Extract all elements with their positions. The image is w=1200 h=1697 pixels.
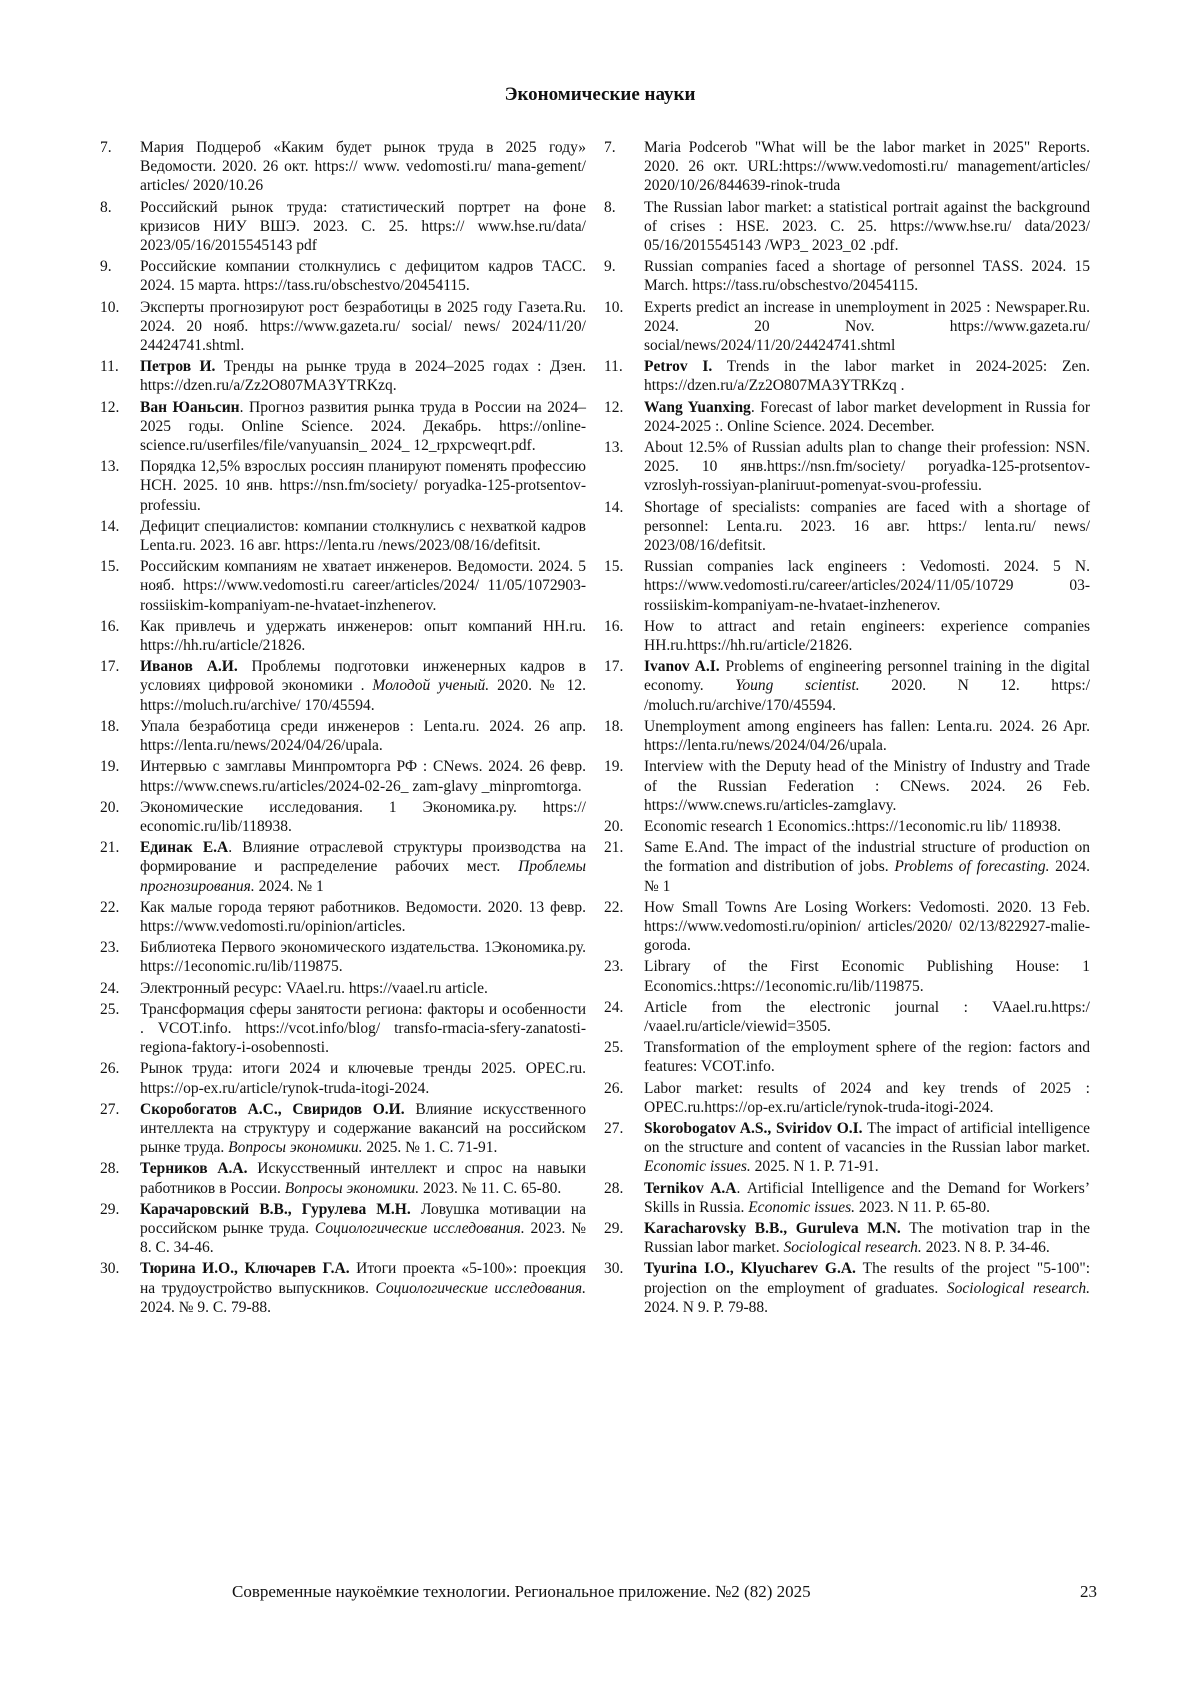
reference-journal: Economic issues. <box>644 1158 751 1176</box>
reference-body: The results of the project "5-100": projection on the employment of graduates. <box>644 1260 1090 1297</box>
reference-body: Упала безработица среди инженеров : Lenta.ru. 2024. 26 апр. https://lenta.ru/news/2024/04/26/upala. <box>140 717 586 755</box>
reference-item <box>100 938 586 976</box>
reference-text <box>644 838 1090 896</box>
reference-number: 15. <box>100 558 120 576</box>
reference-item <box>100 1100 586 1158</box>
reference-body: Влияние искусственного интеллекта на структуру и содержание вакансий на российском рынке труда. <box>140 1100 587 1157</box>
reference-body: Russian companies lack engineers : Vedomosti. 2024. 5 N. https://www.vedomosti.ru/career/articles/2024/11/05/10729 03-rossiiskim-kompaniyam-ne-hvataet-inzhenerov. <box>644 558 1090 614</box>
reference-item <box>100 398 586 456</box>
reference-item <box>100 1159 586 1197</box>
reference-item <box>604 398 1090 436</box>
reference-text <box>644 898 1090 956</box>
reference-body: Российские компании столкнулись с дефицитом кадров ТАСС. 2024. 15 марта. https://tass.ru/obschestvo/20454115. <box>140 258 586 295</box>
reference-number: 14. <box>100 517 120 535</box>
reference-number: 26. <box>100 1060 120 1078</box>
reference-author: Wang Yuanxing <box>644 398 751 416</box>
reference-item <box>604 198 1090 256</box>
reference-body: Labor market: results of 2024 and key trends of 2025 : OPEC.ru.https://op-ex.ru/article/rynok-truda-itogi-2024. <box>644 1079 1090 1116</box>
reference-item <box>100 357 586 395</box>
reference-number: 29. <box>604 1219 624 1237</box>
reference-details: 2024. № 1 <box>644 858 1091 895</box>
reference-body: Интервью с замглавы Минпромторга РФ : CNews. 2024. 26 февр. https://www.cnews.ru/articles/2024-02-26_ zam-glavy _minpromtorga. <box>140 758 586 795</box>
reference-text <box>140 138 586 196</box>
reference-author: Карачаровский В.В., Гурулева М.Н. <box>140 1200 411 1218</box>
reference-text <box>140 617 586 655</box>
reference-item <box>604 1119 1090 1177</box>
reference-body: The impact of artificial intelligence on the structure and content of vacancies in the Russian labor market. <box>644 1119 1091 1157</box>
reference-text <box>140 798 586 836</box>
references-russian <box>100 138 586 1319</box>
reference-number: 10. <box>100 298 120 316</box>
reference-body: Тренды на рынке труда в 2024–2025 годах : Дзен. https://dzen.ru/a/Zz2O807MA3YTRKzq. <box>140 358 587 395</box>
reference-journal: Problems of forecasting. <box>894 858 1050 876</box>
reference-text <box>644 357 1090 395</box>
reference-author: Skorobogatov A.S., Sviridov O.I. <box>644 1119 863 1137</box>
reference-text <box>644 1038 1090 1076</box>
reference-body: About 12.5% of Russian adults plan to change their profession: NSN. 2025. 10 янв.https://nsn.fm/society/ poryadka-125-protsentov-vzroslyh-rossiyan-planiruut-pomenyat-svou-professiu. <box>644 439 1090 495</box>
reference-details: 2024. № 9. С. 79-88. <box>140 1298 272 1316</box>
reference-author: Терников А.А. <box>140 1160 248 1178</box>
reference-details: 2023. N 11. P. 65-80. <box>854 1198 991 1216</box>
reference-number: 13. <box>100 458 120 476</box>
reference-text <box>140 357 586 395</box>
reference-item <box>604 557 1090 615</box>
reference-text <box>140 1000 586 1058</box>
reference-body: . Artificial Intelligence and the Demand for Workers’ Skills in Russia. <box>644 1179 1090 1216</box>
reference-text <box>140 257 586 295</box>
reference-journal: Социологические исследования. <box>314 1219 525 1237</box>
reference-number: 7. <box>604 139 616 156</box>
reference-number: 21. <box>604 839 624 857</box>
reference-item <box>100 657 586 715</box>
reference-item <box>604 898 1090 956</box>
reference-number: 19. <box>100 758 120 776</box>
reference-number: 12. <box>100 398 120 416</box>
journal-footer: Современные наукоёмкие технологии. Региональное приложение. №2 (82) 2025 <box>232 1582 811 1601</box>
reference-number: 30. <box>604 1260 624 1278</box>
reference-body: Рынок труда: итоги 2024 и ключевые тренды 2025. OPEC.ru. https://op-ex.ru/article/rynok-truda-itogi-2024. <box>140 1060 586 1097</box>
reference-item <box>604 617 1090 655</box>
reference-text <box>140 979 586 998</box>
reference-text <box>140 1100 586 1158</box>
reference-journal: Вопросы экономики. <box>284 1179 420 1197</box>
reference-journal: Sociological research. <box>783 1239 922 1257</box>
reference-text <box>644 498 1090 556</box>
reference-journal: Economic issues. <box>748 1198 855 1216</box>
reference-body: Trends in the labor market in 2024-2025: Zen. https://dzen.ru/a/Zz2O807MA3YTRKzq . <box>644 358 1090 395</box>
reference-author: Ван Юаньсин <box>140 398 240 416</box>
reference-number: 20. <box>100 798 120 816</box>
reference-author: Тюрина И.О., Ключарев Г.А. <box>140 1260 350 1278</box>
reference-body: Experts predict an increase in unemployment in 2025 : Newspaper.Ru. 2024. 20 Nov. https://www.gazeta.ru/ social/news/2024/11/20/24424741.shtml <box>644 298 1090 355</box>
reference-journal: Проблемы прогнозирования. <box>140 858 586 895</box>
reference-item <box>100 257 586 295</box>
reference-number: 17. <box>100 658 120 676</box>
reference-journal: Sociological research. <box>946 1279 1090 1297</box>
reference-text <box>140 938 586 976</box>
reference-body: The motivation trap in the Russian labor market. <box>644 1219 1090 1257</box>
reference-text <box>140 898 586 936</box>
reference-author: Karacharovsky B.B., Guruleva M.N. <box>644 1219 901 1237</box>
reference-details: 2020. N 12. https:/ /moluch.ru/archive/170/45594. <box>644 677 1091 714</box>
reference-item <box>604 498 1090 556</box>
reference-number: 8. <box>604 198 616 216</box>
reference-details: 2025. № 1. С. 71-91. <box>362 1139 498 1157</box>
reference-number: 15. <box>604 558 624 576</box>
reference-body: Maria Podcerob "What will be the labor market in 2025" Reports. 2020. 26 окт. URL:https://www.vedomosti.ru/ management/articles/ 2020/10/26/844639-rinok-truda <box>644 139 1090 195</box>
reference-item <box>604 838 1090 896</box>
reference-text <box>140 198 586 256</box>
reference-body: Same E.And. The impact of the industrial structure of production on the formation and distribution of jobs. <box>644 839 1090 876</box>
reference-item <box>100 717 586 755</box>
reference-author: Tyurina I.O., Klyucharev G.A. <box>644 1260 856 1278</box>
reference-item <box>100 798 586 836</box>
reference-number: 30. <box>100 1260 120 1278</box>
reference-text <box>140 1059 586 1097</box>
reference-body: Эксперты прогнозируют рост безработицы в 2025 году Газета.Ru. 2024. 20 нояб. https://www.gazeta.ru/ social/ news/ 2024/11/20/ 24424741.shtml. <box>140 298 586 355</box>
reference-author: Ivanov A.I. <box>644 658 720 676</box>
reference-item <box>100 617 586 655</box>
reference-text <box>644 1259 1090 1317</box>
reference-body: Российским компаниям не хватает инженеров. Ведомости. 2024. 5 нояб. https://www.vedomosti.ru career/articles/2024/ 11/05/1072903-rossiiskim-kompaniyam-ne-hvataet-inzhenerov. <box>140 558 586 614</box>
reference-journal: Вопросы экономики. <box>228 1139 363 1157</box>
reference-body: Transformation of the employment sphere of the region: factors and features: VCOT.info. <box>644 1039 1090 1076</box>
reference-body: How to attract and retain engineers: experience companies HH.ru.https://hh.ru/article/21826. <box>644 617 1090 655</box>
reference-item <box>604 1179 1090 1217</box>
reference-text <box>644 198 1090 256</box>
section-title: Экономические науки <box>504 84 696 105</box>
reference-text <box>140 557 586 615</box>
reference-body: Library of the First Economic Publishing House: 1 Economics.:https://1economic.ru/lib/119875. <box>644 958 1090 995</box>
reference-number: 17. <box>604 658 624 676</box>
reference-details: 2023. N 8. P. 34-46. <box>921 1239 1050 1257</box>
reference-item <box>100 838 586 896</box>
reference-details: 2020. № 12. https://moluch.ru/archive/ 170/45594. <box>140 677 586 714</box>
reference-text <box>644 1179 1090 1217</box>
reference-details: 2024. № 1 <box>254 877 324 895</box>
reference-text <box>140 1200 586 1258</box>
reference-number: 27. <box>100 1100 120 1118</box>
reference-text <box>140 838 586 896</box>
reference-text <box>644 617 1090 655</box>
reference-number: 22. <box>604 898 624 916</box>
reference-number: 26. <box>604 1079 624 1097</box>
reference-item <box>604 1259 1090 1317</box>
reference-item <box>100 1000 586 1058</box>
reference-body: Article from the electronic journal : VAael.ru.https:/ /vaael.ru/article/viewid=3505. <box>644 998 1090 1035</box>
reference-author: Петров И. <box>140 358 216 376</box>
reference-body: The Russian labor market: a statistical portrait against the background of crises : HSE. 2023. С. 25. https://www.hse.ru/ data/2023/ 05/16/2015545143 /WP3_ 2023_02 .pdf. <box>644 198 1090 255</box>
reference-journal: Социологические исследования. <box>375 1279 586 1297</box>
reference-body: Искусственный интеллект и спрос на навыки работников в России. <box>140 1160 586 1197</box>
reference-item <box>100 457 586 515</box>
reference-details: 2025. N 1. P. 71-91. <box>750 1158 879 1176</box>
reference-number: 25. <box>100 1000 120 1018</box>
reference-number: 9. <box>100 258 112 276</box>
reference-text <box>140 657 586 715</box>
reference-number: 16. <box>100 617 120 635</box>
reference-body: Ловушка мотивации на российском рынке труда. <box>140 1200 586 1237</box>
reference-text <box>140 517 586 555</box>
reference-number: 28. <box>100 1160 120 1178</box>
reference-item <box>100 1259 586 1317</box>
reference-item <box>604 817 1090 836</box>
reference-number: 24. <box>100 979 120 997</box>
reference-item <box>604 357 1090 395</box>
reference-number: 10. <box>604 298 624 316</box>
reference-journal: Young scientist. <box>735 677 860 695</box>
reference-body: . Forecast of labor market development in Russia for 2024-2025 :. Online Science. 2024. December. <box>644 398 1090 435</box>
reference-number: 12. <box>604 398 624 416</box>
reference-text <box>644 257 1090 295</box>
reference-body: Дефицит специалистов: компании столкнулись с нехваткой кадров Lenta.ru. 2023. 16 авг. https://lenta.ru /news/2023/08/16/defitsit. <box>140 517 586 555</box>
reference-body: Российский рынок труда: статистический портрет на фоне кризисов НИУ ВШЭ. 2023. С. 25. https:// www.hse.ru/data/ 2023/05/16/2015545143 pdf <box>140 198 586 255</box>
reference-number: 29. <box>100 1200 120 1218</box>
reference-number: 8. <box>100 198 112 216</box>
reference-author: Ternikov A.A <box>644 1179 737 1197</box>
reference-number: 28. <box>604 1179 624 1197</box>
reference-text <box>644 398 1090 436</box>
reference-text <box>644 557 1090 615</box>
reference-body: Экономические исследования. 1 Экономика.ру. https:// economic.ru/lib/118938. <box>140 798 586 835</box>
reference-item <box>100 898 586 936</box>
reference-text <box>644 817 1090 836</box>
reference-number: 16. <box>604 617 624 635</box>
reference-number: 14. <box>604 498 624 516</box>
reference-item <box>100 298 586 356</box>
reference-item <box>604 138 1090 196</box>
reference-body: . Влияние отраслевой структуры производства на формирование и распределение рабочих мест. <box>140 839 586 876</box>
reference-number: 19. <box>604 758 624 776</box>
reference-item <box>604 657 1090 715</box>
reference-body: Russian companies faced a shortage of personnel TASS. 2024. 15 March. https://tass.ru/obschestvo/20454115. <box>644 258 1090 295</box>
reference-item <box>100 979 586 998</box>
reference-body: Как привлечь и удержать инженеров: опыт компаний HH.ru. https://hh.ru/article/21826. <box>140 617 586 655</box>
reference-number: 18. <box>604 717 624 735</box>
reference-number: 23. <box>604 958 624 976</box>
reference-text <box>644 998 1090 1036</box>
reference-text <box>140 717 586 755</box>
reference-number: 9. <box>604 258 616 276</box>
reference-text <box>644 1219 1090 1257</box>
reference-body: Unemployment among engineers has fallen: Lenta.ru. 2024. 26 Apr. https://lenta.ru/news/2024/04/26/upala. <box>644 717 1090 755</box>
reference-number: 21. <box>100 839 120 857</box>
reference-item <box>604 438 1090 496</box>
reference-item <box>604 1038 1090 1076</box>
reference-author: Скоробогатов А.С., Свиридов О.И. <box>140 1100 405 1118</box>
reference-author: Petrov I. <box>644 358 713 376</box>
reference-item <box>604 1079 1090 1117</box>
page-number: 23 <box>1080 1582 1097 1601</box>
reference-body: Мария Подцероб «Каким будет рынок труда в 2025 году» Ведомости. 2020. 26 окт. https:// www. vedomosti.ru/ mana-gement/ articles/ 2020/10.26 <box>140 139 586 195</box>
reference-body: Problems of engineering personnel training in the digital economy. <box>644 658 1090 695</box>
reference-item <box>604 1219 1090 1257</box>
reference-text <box>140 1159 586 1197</box>
reference-text <box>140 757 586 795</box>
reference-number: 11. <box>604 358 623 376</box>
reference-number: 11. <box>100 358 119 376</box>
reference-details: 2023. № 11. С. 65-80. <box>419 1179 562 1197</box>
reference-item <box>604 257 1090 295</box>
reference-text <box>140 1259 586 1317</box>
reference-number: 24. <box>604 998 624 1016</box>
reference-text <box>644 657 1090 715</box>
reference-body: . Прогноз развития рынка труда в России на 2024–2025 годы. Online Science. 2024. Декабрь. https://online-science.ru/userfiles/file/vanyuansin_ 2024_ 12_rpxpcweqrt.pdf. <box>140 398 586 455</box>
reference-item <box>100 138 586 196</box>
reference-item <box>100 757 586 795</box>
reference-number: 13. <box>604 439 624 457</box>
reference-item <box>604 998 1090 1036</box>
reference-item <box>100 1059 586 1097</box>
reference-text <box>140 298 586 356</box>
reference-text <box>644 298 1090 356</box>
reference-body: Economic research 1 Economics.:https://1economic.ru lib/ 118938. <box>644 817 1061 835</box>
reference-item <box>604 298 1090 356</box>
reference-body: Итоги проекта «5-100»: проекция на трудоустройство выпускников. <box>140 1260 586 1297</box>
reference-body: Библиотека Первого экономического издательства. 1Экономика.ру. https://1economic.ru/lib/119875. <box>140 939 586 976</box>
reference-text <box>140 398 586 456</box>
reference-author: Иванов А.И. <box>140 658 238 676</box>
reference-item <box>100 1200 586 1258</box>
reference-number: 25. <box>604 1039 624 1057</box>
reference-body: Shortage of specialists: companies are faced with a shortage of personnel: Lenta.ru. 2023. 16 авг. https:/ lenta.ru/ news/ 2023/08/16/defitsit. <box>644 498 1090 555</box>
reference-text <box>644 438 1090 496</box>
references-english <box>604 138 1090 1319</box>
reference-item <box>604 717 1090 755</box>
reference-body: Электронный ресурс: VAael.ru. https://vaael.ru article. <box>140 979 488 997</box>
reference-body: How Small Towns Are Losing Workers: Vedomosti. 2020. 13 Feb. https://www.vedomosti.ru/opinion/ articles/2020/ 02/13/822927-malie-goroda. <box>644 898 1090 955</box>
reference-journal: Молодой ученый. <box>372 677 490 695</box>
reference-number: 23. <box>100 939 120 957</box>
reference-text <box>140 457 586 515</box>
reference-item <box>100 557 586 615</box>
reference-details: 2024. N 9. P. 79-88. <box>644 1298 769 1316</box>
reference-text <box>644 138 1090 196</box>
reference-text <box>644 757 1090 815</box>
reference-number: 20. <box>604 817 624 835</box>
reference-author: Единак Е.А <box>140 839 229 857</box>
reference-number: 18. <box>100 717 120 735</box>
reference-item <box>100 517 586 555</box>
reference-text <box>644 957 1090 995</box>
reference-text <box>644 1079 1090 1117</box>
reference-text <box>644 1119 1090 1177</box>
reference-body: Проблемы подготовки инженерных кадров в условиях цифровой экономики . <box>140 658 587 695</box>
reference-item <box>604 757 1090 815</box>
reference-number: 22. <box>100 898 120 916</box>
reference-details: 2023. № 8. С. 34-46. <box>140 1219 586 1257</box>
reference-body: Трансформация сферы занятости региона: факторы и особенности . VCOT.info. https://vcot.info/blog/ transfo-rmacia-sfery-zanatosti-regiona-faktory-i-osobennosti. <box>140 1000 586 1057</box>
reference-number: 27. <box>604 1119 624 1137</box>
reference-body: Interview with the Deputy head of the Ministry of Industry and Trade of the Russian Federation : CNews. 2024. 26 Feb. https://www.cnews.ru/articles-zamglavy. <box>644 758 1090 814</box>
reference-item <box>100 198 586 256</box>
reference-body: Как малые города теряют работников. Ведомости. 2020. 13 февр. https://www.vedomosti.ru/opinion/articles. <box>140 898 586 935</box>
reference-item <box>604 957 1090 995</box>
reference-text <box>644 717 1090 755</box>
reference-body: Порядка 12,5% взрослых россиян планируют поменять профессию НСН. 2025. 10 янв. https://nsn.fm/society/ poryadka-125-protsentov-professiu. <box>140 458 586 514</box>
reference-number: 7. <box>100 139 112 156</box>
